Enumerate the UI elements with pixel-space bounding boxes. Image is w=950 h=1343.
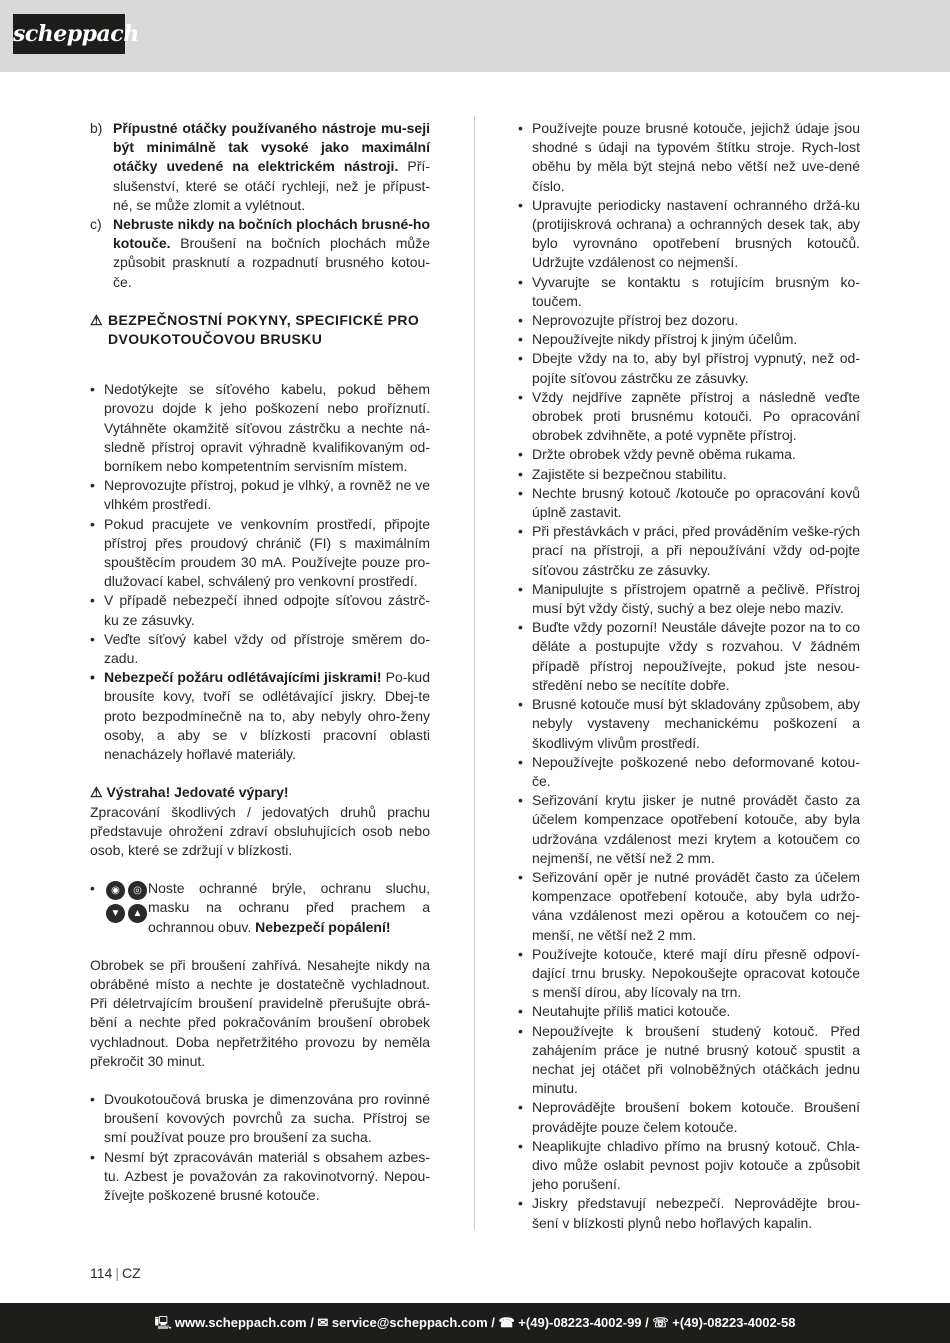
warning-icon: ⚠ [90, 311, 103, 328]
right-column [518, 119, 860, 1233]
list-item: • Veďte síťový kabel vždy od přístroje směrem do-zadu. [90, 630, 430, 667]
list-item: • Vyvarujte se kontaktu s rotujícím brusným ko-toučem. [518, 273, 860, 309]
list-item: • Nepoužívejte poškozené nebo deformované kotou-če. [518, 753, 860, 789]
list-item: • Seřizování opěr je nutné provádět často za účelem kompenzace opotřebení kotouče, aby byla udržo-vána vzdálenost mezi opěrou a kotoučem co nej-menší, ne větší než 2 mm. [518, 868, 860, 943]
list-item: • Vždy nejdříve zapněte přístroj a následně veďte obrobek proti brusnému kotouči. Po opracování obrobek zdvihněte, a poté vypněte přístroj. [518, 388, 860, 444]
list-marker: b) [90, 120, 103, 136]
list-item-fire: • Nebezpečí požáru odlétávajícími jiskrami! Po-kud brousíte kovy, tvoří se odlétávající jiskry. Dbej-te proto bezpodmínečně na to, aby nebyly ohro-ženy osoby, a aby se v blízkosti pracovní oblasti nenacházely hořlavé materiály. [90, 669, 430, 763]
list-item: • Nechte brusný kotouč /kotouče po opracování kovů úplně zastavit. [518, 484, 860, 521]
item-b-text: Pří-slušenství, které se otáčí rychleji, než je přípust-né, se může zlomit a vylétnout. [113, 158, 430, 213]
list-item: • Buďte vždy pozorní! Neustále dávejte pozor na to co děláte a postupujte vždy s rozvahou. V žádném případě přístroj nepoužívejte, pokud jste nesou-středění nebo se necítíte dobře. [518, 619, 860, 693]
warning-title: ⚠ Výstraha! Jedovaté výpary! [90, 784, 289, 801]
list-item: • Používejte pouze brusné kotouče, jejichž údaje jsou shodné s údaji na typovém štítku stroje. Rych-lost oběhu by měla být stejná nebo větší než uve-dené číslo. [518, 120, 860, 194]
section-heading [90, 311, 430, 349]
section-heading-text: BEZPEČNOSTNÍ POKYNY, SPECIFICKÉ PRO DVOUKOTOUČOVOU BRUSKU [108, 311, 420, 348]
ppe-item: • ◉ ◎ ▼ ▲ Noste ochranné brýle, ochranu sluchu, masku na ochranu před prachem a ochrannou obuv. Nebezpečí popálení! [90, 880, 430, 935]
ppe-icons [106, 881, 148, 925]
language-code: CZ [121, 1265, 141, 1281]
list-item: • Při přestávkách v práci, před prováděním veške-rých prací na přístroji, a při nepoužívání vždy od-pojte síťovou zástrčku ze zásuvky. [518, 523, 860, 578]
left-column [90, 119, 430, 1205]
list-marker: c) [90, 216, 102, 233]
item-c-text: Broušení na bočních plochách může způsobit prasknutí a rozpadnutí brusného kotou-če. [113, 235, 430, 290]
dust-mask-icon: ▼ [106, 904, 125, 923]
brand-logo: scheppach [13, 14, 125, 54]
list-item: • Neprovozujte přístroj bez dozoru. [518, 312, 739, 329]
heat-paragraph: Obrobek se při broušení zahřívá. Nesahejte nikdy na obráběné místo a nechte je dostatečně vychladnout. Při déletrvajícím broušení pravidelně přerušujte obrá-bění a nechte před pokračováním broušení obrobek vychladnout. Doba nepřetržitého provozu by neměla překročit 30 minut. [90, 956, 430, 1069]
list-item-b [90, 119, 430, 215]
list-item: • Pokud pracujete ve venkovním prostředí, připojte přístroj přes proudový chránič (FI) s maximálním spouštěcím proudem 30 mA. Používejte pouze pro-dlužovací kabel, schválený pro venkovní prostředí. [90, 515, 430, 590]
warning-text: Zpracování škodlivých / jedovatých druhů prachu představuje ohrožení zdraví obsluhujících osob nebo osob, které se zdržují v blízkosti. [90, 803, 430, 858]
list-item: • Brusné kotouče musí být skladovány způsobem, aby nebyly vystaveny mechanickému poškození a škodlivým vlivům prostředí. [518, 696, 860, 751]
list-item: • Dvoukotoučová bruska je dimenzována pro rovinné broušení kovových povrchů za sucha. Přístroj se smí používat pouze pro broušení za sucha. [90, 1090, 430, 1146]
list-item: • Neaplikujte chladivo přímo na brusný kotouč. Chla-divo může oslabit pevnost pojiv kotouče a způsobit jeho porušení. [518, 1137, 860, 1193]
list-item: • Nepoužívejte k broušení studený kotouč. Před zahájením práce je nutné brusný kotouč spustit a nechat jej otáčet při volnoběžných otáčkách jednu minutu. [518, 1022, 860, 1097]
list-item: • V případě nebezpečí ihned odpojte síťovou zástrč-ku ze zásuvky. [90, 592, 430, 628]
list-item: • Manipulujte s přístrojem opatrně a pečlivě. Přístroj musí být vždy čistý, suchý a bez oleje nebo maziv. [518, 580, 860, 617]
list-item: • Neprovádějte broušení bokem kotouče. Broušení provádějte pouze čelem kotouče. [518, 1099, 860, 1135]
contact-text: www.scheppach.com / ✉ service@scheppach.com / ☎ +(49)-08223-4002-99 / ☏ +(49)-08223-4002-58 [174, 1315, 796, 1330]
item-c-bold: Nebruste nikdy na bočních plochách brusné-ho kotouče. [113, 216, 430, 252]
list-item-c [90, 215, 430, 292]
list-item: • Neprovozujte přístroj, pokud je vlhký, a rovněž ne ve vlhkém prostředí. [90, 477, 430, 513]
column-divider [474, 116, 475, 1230]
warning-icon: ⚠ [90, 784, 107, 801]
list-item: • Nesmí být zpracováván materiál s obsahem azbes-tu. Azbest je považován za rakovinotvorný. Nepou-žívejte poškozené brusné kotouče. [90, 1148, 430, 1203]
list-item: • Neutahujte příliš matici kotouče. [518, 1003, 731, 1020]
ear-protection-icon: ◎ [128, 881, 147, 900]
list-item: • Nedotýkejte se síťového kabelu, pokud během provozu dojde k jeho poškození nebo proříznutí. Vytáhněte okamžitě síťovou zástrčku a nechte ná-sledně přístroj opravit výhradně kvalifikovaným od-borníkem nebo kompetentním servisním místem. [90, 381, 430, 475]
safety-shoes-icon: ▲ [128, 904, 147, 923]
contact-bar [0, 1303, 950, 1343]
list-item: • Používejte kotouče, které mají díru přesně odpoví-dající trnu brusky. Nepokoušejte opracovat kotouče s menší dírou, aby lícovaly na trn. [518, 945, 860, 1001]
computer-icon: 🖳 [154, 1315, 172, 1330]
goggles-icon: ◉ [106, 881, 125, 900]
list-item: • Jiskry představují nebezpečí. Neprovádějte brou-šení v blízkosti plynů nebo hořlavých kapalin. [518, 1195, 860, 1231]
page-number: 114 | CZ [90, 1265, 141, 1281]
list-item: • Upravujte periodicky nastavení ochranného držá-ku (protijiskrová ochrana) a ochranných desek tak, aby bylo vyrovnáno opotřebení brusných kotoučů. Udržujte vzdálenost co nejmenší. [518, 196, 860, 271]
list-item: • Dbejte vždy na to, aby byl přístroj vypnutý, než od-pojíte síťovou zástrčku ze zásuvky. [518, 350, 860, 386]
item-b-bold: Přípustné otáčky používaného nástroje mu-seji být minimálně tak vysoké jako maximální otáčky uvedené na elektrickém nástroji. [113, 120, 430, 175]
list-item: • Seřizování krytu jisker je nutné provádět často za účelem kompenzace opotřebení kotouče, aby byla udržována vzdálenost mezi krytem a kotoučem co nejmenší, ne větší než 2 mm. [518, 792, 860, 866]
list-item: • Zajistěte si bezpečnou stabilitu. [518, 465, 727, 482]
list-item: • Nepoužívejte nikdy přístroj k jiným účelům. [518, 331, 798, 348]
list-item: • Držte obrobek vždy pevně oběma rukama. [518, 446, 796, 463]
header-bar [0, 0, 950, 72]
